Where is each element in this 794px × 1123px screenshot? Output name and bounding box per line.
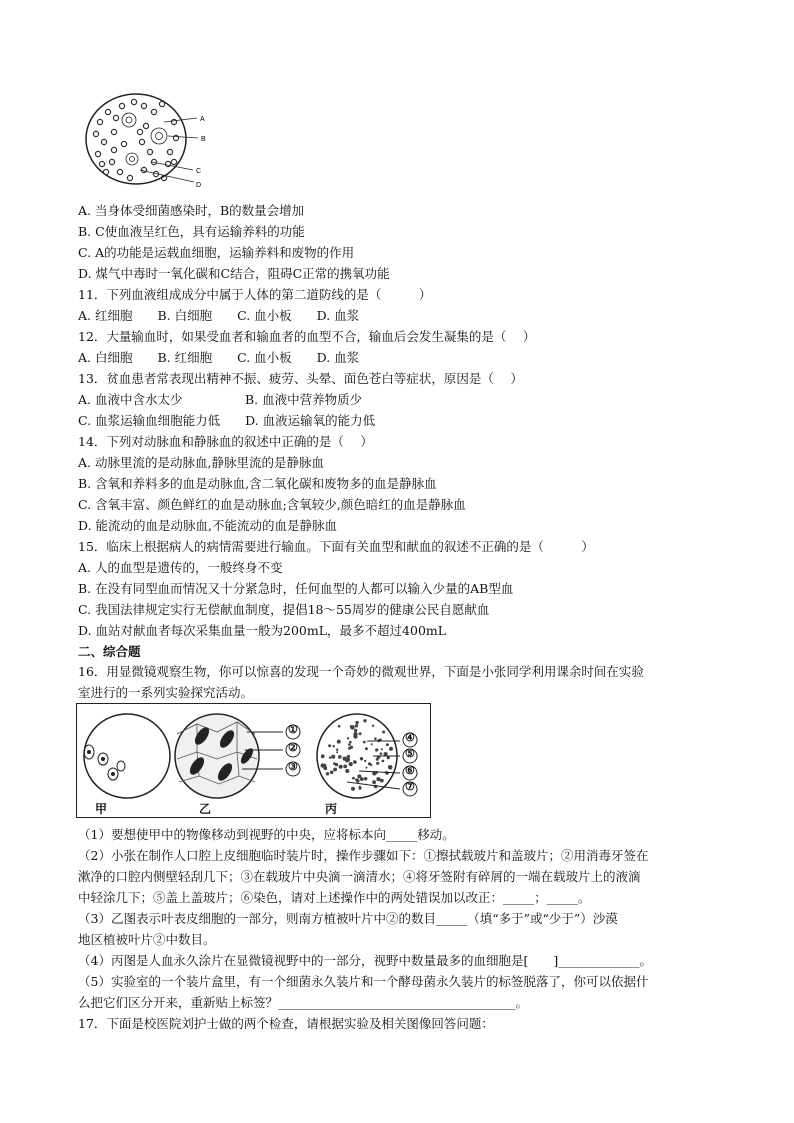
blood-cell-dot bbox=[330, 771, 334, 775]
q12-stem: 12．大量输血时，如果受血者和输血者的血型不合，输血后会发生凝集的是（ ） bbox=[78, 329, 536, 344]
blood-cell-dot bbox=[349, 741, 352, 744]
marker-6: ⑥ bbox=[405, 764, 415, 777]
blood-cell-dot bbox=[372, 725, 374, 727]
figure-label-bing: 丙 bbox=[325, 802, 338, 816]
blood-cell-dot bbox=[363, 719, 366, 722]
red-blood-cell bbox=[141, 103, 146, 108]
blood-cell-dot bbox=[351, 787, 355, 791]
blood-cell-dot bbox=[353, 732, 357, 736]
blood-cell-dot bbox=[338, 755, 342, 759]
blood-cell-dot bbox=[388, 765, 393, 770]
red-blood-cell bbox=[121, 141, 126, 146]
figure-label-yi: 乙 bbox=[199, 802, 212, 816]
red-blood-cell bbox=[159, 101, 164, 106]
blood-cell-dot bbox=[336, 749, 338, 751]
q16-part5-line2: 么把它们区分开来，重新贴上标签？______________________________________。 bbox=[78, 995, 529, 1010]
q16-stem-line2: 室进行的一系列实验探究活动。 bbox=[78, 685, 254, 700]
red-blood-cell bbox=[109, 159, 114, 164]
blood-cell-dot bbox=[360, 757, 363, 760]
blood-cell-dot bbox=[372, 780, 376, 784]
blood-cell-dot bbox=[326, 772, 329, 775]
q10-option-d: D. 煤气中毒时一氧化碳和C结合，阻碍C正常的携氧功能 bbox=[78, 266, 390, 281]
blood-cell-dot bbox=[353, 760, 355, 762]
blood-cell-dot bbox=[336, 751, 338, 753]
blood-cell-dot bbox=[374, 737, 377, 740]
blood-cell-dot bbox=[355, 778, 358, 781]
blood-cell-dot bbox=[360, 778, 362, 780]
red-blood-cell bbox=[93, 131, 98, 136]
blood-cell-dot bbox=[359, 732, 362, 735]
blood-cell-dot bbox=[355, 721, 358, 724]
red-blood-cell bbox=[171, 159, 176, 164]
blood-cell-dot bbox=[382, 731, 385, 734]
red-blood-cell bbox=[99, 161, 104, 166]
blood-cell-dot bbox=[363, 741, 366, 744]
red-blood-cell bbox=[117, 169, 122, 174]
marker-3: ③ bbox=[288, 760, 298, 773]
red-blood-cell bbox=[167, 149, 172, 154]
red-blood-cell bbox=[105, 109, 110, 114]
blood-cell-dot bbox=[333, 745, 335, 747]
red-blood-cell bbox=[147, 149, 152, 154]
q16-part3-line1: （3）乙图表示叶表皮细胞的一部分，则南方植被叶片中②的数目_____（填“多于”或“少于”）沙漠 bbox=[78, 911, 618, 926]
red-blood-cell bbox=[97, 119, 102, 124]
q13-options-ab: A. 血液中含水太少 B. 血液中营养物质少 bbox=[78, 392, 363, 407]
figure-label-jia: 甲 bbox=[95, 802, 108, 816]
red-blood-cell bbox=[137, 129, 142, 134]
blood-cell-dot bbox=[329, 757, 331, 759]
q15-option-b: B. 在没有同型血而情况又十分紧急时，任何血型的人都可以输入少量的AB型血 bbox=[78, 581, 514, 596]
blood-cell-dot bbox=[339, 765, 343, 769]
blood-cell-dot bbox=[328, 744, 331, 747]
blood-cell-dot bbox=[331, 755, 335, 759]
q13-stem: 13．贫血患者常表现出精神不振、疲劳、头晕、面色苍白等症状，原因是（ ） bbox=[78, 371, 523, 386]
blood-cell-dot bbox=[349, 762, 353, 766]
blood-cell-dot bbox=[380, 752, 383, 755]
q15-option-a: A. 人的血型是遗传的，一般终身不变 bbox=[78, 560, 283, 575]
q14-option-d: D. 能流动的血是动脉血,不能流动的血是静脉血 bbox=[78, 518, 337, 533]
blood-cell-dot bbox=[337, 740, 341, 744]
blood-cell-dot bbox=[359, 787, 362, 790]
blood-cell-dot bbox=[357, 774, 361, 778]
blood-cell-dot bbox=[386, 743, 389, 746]
red-blood-cell bbox=[131, 99, 136, 104]
figure-label-a: A bbox=[200, 116, 205, 123]
blood-cell-dot bbox=[346, 758, 351, 763]
figure-label-b: B bbox=[201, 136, 206, 143]
blood-smear-figure bbox=[84, 92, 214, 192]
blood-cell-dot bbox=[335, 763, 338, 766]
blood-cell-dot bbox=[343, 765, 347, 769]
red-blood-cell bbox=[95, 151, 100, 156]
blood-cell-dot bbox=[348, 747, 351, 750]
red-blood-cell bbox=[111, 147, 116, 152]
blood-cell-dot bbox=[348, 743, 351, 746]
red-blood-cell bbox=[119, 103, 124, 108]
q13-options-cd: C. 血浆运输血细胞能力低 D. 血液运输氧的能力低 bbox=[78, 413, 376, 428]
red-blood-cell bbox=[127, 175, 132, 180]
q10-option-a: A. 当身体受细菌感染时，B的数量会增加 bbox=[78, 203, 305, 218]
blood-cell-dot bbox=[354, 729, 357, 732]
blood-cell-dot bbox=[364, 760, 366, 762]
q16-part2-line3: 中轻涂几下；⑤盖上盖玻片；⑥染色，请对上述操作中的两处错误加以改正：_____；_____。 bbox=[78, 890, 591, 905]
q14-option-a: A. 动脉里流的是动脉血,静脉里流的是静脉血 bbox=[78, 455, 324, 470]
section-heading: 二、综合题 bbox=[78, 644, 141, 659]
q15-stem: 15．临床上根据病人的病情需要进行输血。下面有关血型和献血的叙述不正确的是（ ） bbox=[78, 539, 594, 554]
blood-cell-dot bbox=[355, 724, 358, 727]
red-blood-cell bbox=[113, 115, 118, 120]
q16-part2-line2: 漱净的口腔内侧壁轻刮几下；③在载玻片中央滴一滴清水；④将牙签附有碎屑的一端在载玻片上的液滴 bbox=[78, 869, 641, 884]
figure-label-d: D bbox=[196, 182, 202, 189]
q12-options: A. 白细胞 B. 红细胞 C. 血小板 D. 血浆 bbox=[78, 350, 360, 365]
q15-option-d: D. 血站对献血者每次采集血量一般为200mL，最多不超过400mL bbox=[78, 623, 447, 638]
blood-cell-dot bbox=[347, 737, 349, 739]
q11-stem: 11．下列血液组成成分中属于人体的第二道防线的是（ ） bbox=[78, 287, 432, 302]
q11-options: A. 红细胞 B. 白细胞 C. 血小板 D. 血浆 bbox=[78, 308, 360, 323]
red-blood-cell bbox=[139, 139, 144, 144]
q10-option-b: B. C使血液呈红色，具有运输养料的功能 bbox=[78, 224, 305, 239]
blood-cell-dot bbox=[365, 747, 368, 750]
microscope-figure bbox=[76, 703, 431, 818]
q16-part5-line1: （5）实验室的一个装片盒里，有一个细菌永久装片和一个酵母菌永久装片的标签脱落了，你可以依据什 bbox=[78, 974, 649, 989]
red-blood-cell bbox=[111, 129, 116, 134]
blood-cell-dot bbox=[350, 725, 355, 730]
q16-stem-line1: 16．用显微镜观察生物，你可以惊喜的发现一个奇妙的微观世界，下面是小张同学利用课余时间在实验 bbox=[78, 664, 644, 679]
q16-part3-line2: 地区植被叶片②中数目。 bbox=[78, 932, 216, 947]
blood-cell-dot bbox=[375, 748, 378, 751]
blood-cell-dot bbox=[366, 767, 368, 769]
blood-cell-dot bbox=[321, 754, 325, 758]
blood-cell-dot bbox=[387, 756, 390, 759]
q14-option-b: B. 含氧和养料多的血是动脉血,含二氧化碳和废物多的血是静脉血 bbox=[78, 476, 437, 491]
blood-cell-dot bbox=[385, 753, 387, 755]
blood-cell-dot bbox=[382, 760, 385, 763]
blood-cell-dot bbox=[323, 766, 327, 770]
blood-cell-dot bbox=[364, 777, 367, 780]
blood-cell-dot bbox=[389, 747, 393, 751]
marker-1: ① bbox=[288, 723, 298, 736]
marker-2: ② bbox=[288, 741, 298, 754]
q16-part1: （1）要想使甲中的物像移动到视野的中央，应将标本向_____移动。 bbox=[78, 827, 455, 842]
figure-label-c: C bbox=[196, 168, 202, 175]
blood-cell-dot bbox=[376, 777, 380, 781]
q14-option-c: C. 含氧丰富、颜色鲜红的血是动脉血;含氧较少,颜色暗红的血是静脉血 bbox=[78, 497, 466, 512]
blood-cell-dot bbox=[376, 762, 379, 765]
blood-cell-dot bbox=[345, 769, 349, 773]
blood-cell-dot bbox=[333, 768, 337, 772]
red-blood-cell bbox=[151, 109, 156, 114]
red-blood-cell bbox=[103, 169, 108, 174]
marker-4: ④ bbox=[405, 731, 415, 744]
marker-5: ⑤ bbox=[405, 747, 415, 760]
blood-cell-dot bbox=[371, 743, 373, 745]
q14-stem: 14．下列对动脉血和静脉血的叙述中正确的是（ ） bbox=[78, 434, 373, 449]
red-blood-cell bbox=[141, 167, 146, 172]
blood-cell-dot bbox=[338, 725, 341, 728]
blood-cell-dot bbox=[370, 764, 372, 766]
red-blood-cell bbox=[143, 123, 148, 128]
blood-cell-dot bbox=[381, 748, 383, 750]
q10-option-c: C. A的功能是运载血细胞，运输养料和废物的作用 bbox=[78, 245, 355, 260]
q15-option-c: C. 我国法律规定实行无偿献血制度，提倡18～55周岁的健康公民自愿献血 bbox=[78, 602, 490, 617]
red-blood-cell bbox=[101, 139, 106, 144]
blood-cell-dot bbox=[352, 777, 355, 780]
q16-part2-line1: （2）小张在制作人口腔上皮细胞临时装片时，操作步骤如下：①擦拭载玻片和盖玻片；②用消毒牙签在 bbox=[78, 848, 649, 863]
q17-stem: 17．下面是校医院刘护士做的两个检查，请根据实验及相关图像回答问题： bbox=[78, 1016, 494, 1031]
q16-part4: （4）丙图是人血永久涂片在显微镜视野中的一部分，视野中数量最多的血细胞是[ ]_____________。 bbox=[78, 953, 652, 968]
marker-7: ⑦ bbox=[405, 780, 415, 793]
